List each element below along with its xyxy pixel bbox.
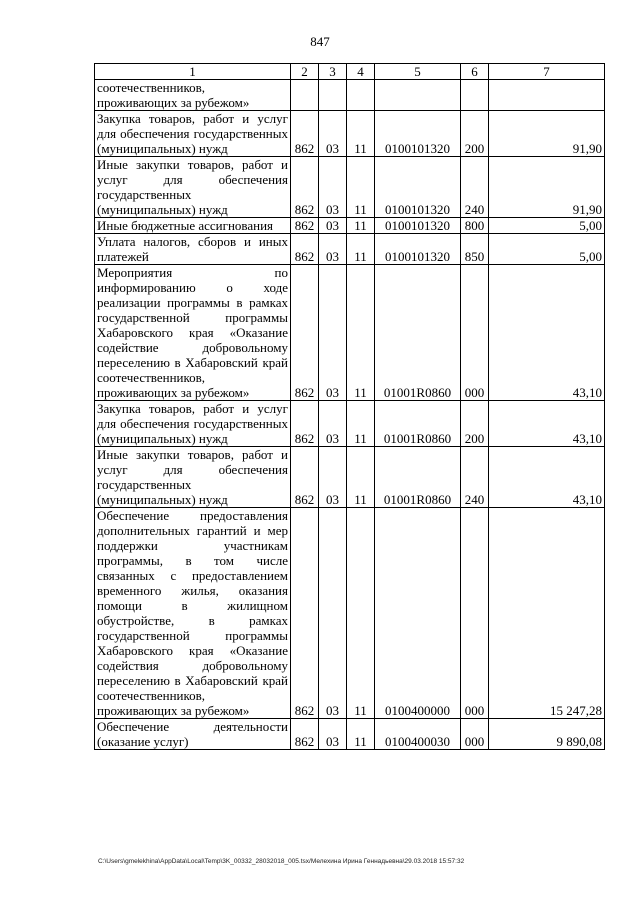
item-name [95,265,291,401]
table-row [95,447,605,508]
header-cell-2: 2 [291,64,319,80]
budget-table [94,63,605,750]
subsection-code: 11 [347,218,375,234]
expense-type-code: 000 [461,719,489,750]
expense-type-code [461,80,489,111]
header-row [95,64,605,80]
table-row [95,719,605,750]
section-code [319,80,347,111]
target-article-code: 0100101320 [375,218,461,234]
expense-type-code: 000 [461,265,489,401]
target-article-code: 0100400030 [375,719,461,750]
header-cell-3: 3 [319,64,347,80]
target-article-code: 01001R0860 [375,401,461,447]
target-article-code: 0100400000 [375,508,461,719]
item-name-text: Обеспечение деятельности (оказание услуг) [97,719,288,749]
ministry-code: 862 [291,508,319,719]
item-name [95,234,291,265]
item-name [95,447,291,508]
item-name [95,218,291,234]
item-name [95,80,291,111]
subsection-code: 11 [347,719,375,750]
amount: 5,00 [489,234,605,265]
subsection-code: 11 [347,401,375,447]
ministry-code [291,80,319,111]
item-name-text: Иные бюджетные ассигнования [97,218,274,233]
item-name-text: Мероприятия по информированию о ходе реализации программы в рамках государственной программы Хабаровского края «Оказание содействие добровольному переселению в Хабаровский край соотечественников, проживающих за рубежом» [97,265,288,400]
expense-type-code: 240 [461,157,489,218]
ministry-code: 862 [291,719,319,750]
item-name-text: Закупка товаров, работ и услуг для обеспечения государственных (муниципальных) нужд [97,401,288,446]
amount: 43,10 [489,265,605,401]
section-code: 03 [319,234,347,265]
amount: 91,90 [489,157,605,218]
subsection-code: 11 [347,508,375,719]
ministry-code: 862 [291,111,319,157]
item-name-text: Обеспечение предоставления дополнительных гарантий и мер поддержки участникам программы, в том числе связанных с предоставлением временного жилья, оказания помощи в жилищном обустройстве, в рамках государственной программы Хабаровского края «Оказание содействия добровольному переселению в Хабаровский край соотечественников, проживающих за рубежом» [97,508,288,718]
section-code: 03 [319,111,347,157]
section-code: 03 [319,401,347,447]
subsection-code: 11 [347,157,375,218]
item-name-text: Иные закупки товаров, работ и услуг для обеспечения государственных (муниципальных) нужд [97,447,288,507]
target-article-code: 0100101320 [375,111,461,157]
amount: 43,10 [489,401,605,447]
subsection-code: 11 [347,265,375,401]
table-row [95,157,605,218]
expense-type-code: 000 [461,508,489,719]
item-name-text: Уплата налогов, сборов и иных платежей [97,234,288,264]
amount [489,80,605,111]
expense-type-code: 800 [461,218,489,234]
target-article-code: 0100101320 [375,157,461,218]
section-code: 03 [319,157,347,218]
ministry-code: 862 [291,157,319,218]
table-row [95,265,605,401]
item-name [95,508,291,719]
amount: 43,10 [489,447,605,508]
section-code: 03 [319,447,347,508]
file-path-footer: C:\Users\gmelekhina\AppData\Local\Temp\3K_00332_28032018_005.tsx/Мелехина Ирина Геннадьевна\29.03.2018 15:57:32 [98,858,465,865]
item-name-text: Закупка товаров, работ и услуг для обеспечения государственных (муниципальных) нужд [97,111,288,156]
target-article-code: 01001R0860 [375,447,461,508]
table-row [95,508,605,719]
table-row [95,111,605,157]
header-cell-5: 5 [375,64,461,80]
item-name [95,111,291,157]
table-row [95,218,605,234]
item-name [95,157,291,218]
amount: 5,00 [489,218,605,234]
header-cell-4: 4 [347,64,375,80]
item-name-text: Иные закупки товаров, работ и услуг для обеспечения государственных (муниципальных) нужд [97,157,288,217]
item-name [95,401,291,447]
ministry-code: 862 [291,218,319,234]
expense-type-code: 240 [461,447,489,508]
page-number: 847 [310,34,330,49]
subsection-code: 11 [347,111,375,157]
ministry-code: 862 [291,265,319,401]
header-cell-6: 6 [461,64,489,80]
section-code: 03 [319,719,347,750]
table-row [95,80,605,111]
target-article-code: 0100101320 [375,234,461,265]
subsection-code: 11 [347,447,375,508]
item-name-text: соотечественников, проживающих за рубежом» [97,80,250,110]
amount: 9 890,08 [489,719,605,750]
item-name [95,719,291,750]
amount: 15 247,28 [489,508,605,719]
header-cell-7: 7 [489,64,605,80]
header-cell-1: 1 [95,64,291,80]
section-code: 03 [319,508,347,719]
expense-type-code: 200 [461,111,489,157]
ministry-code: 862 [291,234,319,265]
expense-type-code: 850 [461,234,489,265]
ministry-code: 862 [291,447,319,508]
expense-type-code: 200 [461,401,489,447]
ministry-code: 862 [291,401,319,447]
target-article-code [375,80,461,111]
amount: 91,90 [489,111,605,157]
subsection-code: 11 [347,234,375,265]
section-code: 03 [319,218,347,234]
table-row [95,234,605,265]
section-code: 03 [319,265,347,401]
table-row [95,401,605,447]
target-article-code: 01001R0860 [375,265,461,401]
subsection-code [347,80,375,111]
